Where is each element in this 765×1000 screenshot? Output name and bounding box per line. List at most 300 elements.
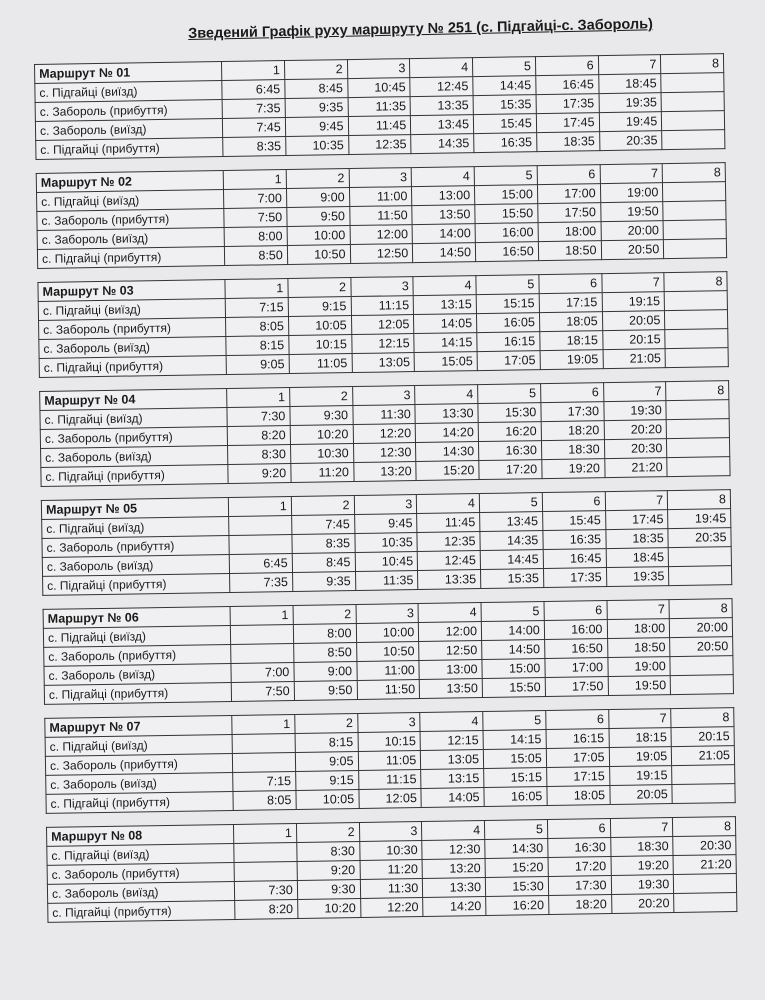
time-cell: 19:30 bbox=[611, 875, 674, 895]
time-cell: 14:30 bbox=[416, 442, 479, 462]
time-cell: 7:00 bbox=[223, 189, 286, 209]
time-cell: 12:45 bbox=[410, 77, 473, 97]
time-cell: 17:00 bbox=[537, 184, 600, 204]
time-cell: 14:35 bbox=[411, 134, 474, 154]
time-cell: 17:00 bbox=[545, 658, 608, 678]
time-cell: 20:30 bbox=[604, 439, 667, 459]
time-cell: 15:00 bbox=[482, 659, 545, 679]
time-cell bbox=[234, 842, 297, 862]
trip-number: 8 bbox=[673, 817, 736, 837]
time-cell: 17:45 bbox=[605, 510, 668, 530]
time-cell: 14:50 bbox=[413, 243, 476, 263]
stop-label: с. Забороль (прибуття) bbox=[42, 535, 229, 557]
trip-number: 2 bbox=[293, 605, 356, 625]
time-cell: 19:30 bbox=[603, 401, 666, 421]
stop-label: с. Підгайці (виїзд) bbox=[45, 734, 232, 756]
trip-number: 5 bbox=[481, 602, 544, 622]
time-cell: 19:00 bbox=[600, 183, 663, 203]
route-name: Маршрут № 01 bbox=[35, 62, 222, 84]
time-cell bbox=[232, 752, 295, 772]
time-cell: 10:15 bbox=[358, 732, 421, 752]
time-cell: 10:45 bbox=[355, 552, 418, 572]
route-name: Маршрут № 06 bbox=[43, 606, 230, 628]
trip-number: 4 bbox=[420, 712, 483, 732]
time-cell: 19:15 bbox=[609, 766, 672, 786]
time-cell: 7:50 bbox=[224, 208, 287, 228]
trip-number: 8 bbox=[664, 272, 727, 292]
time-cell: 13:00 bbox=[412, 186, 475, 206]
time-cell: 12:00 bbox=[419, 622, 482, 642]
stop-label: с. Забороль (прибуття) bbox=[37, 209, 224, 231]
time-cell: 15:00 bbox=[474, 185, 537, 205]
trip-number: 8 bbox=[669, 599, 732, 619]
trip-number: 7 bbox=[605, 491, 668, 511]
trip-number: 6 bbox=[540, 383, 603, 403]
time-cell: 15:30 bbox=[478, 403, 541, 423]
time-cell: 6:45 bbox=[222, 80, 285, 100]
time-cell: 18:20 bbox=[548, 895, 611, 915]
time-cell: 20:30 bbox=[673, 836, 736, 856]
time-cell: 18:30 bbox=[610, 837, 673, 857]
stop-label: с. Забороль (виїзд) bbox=[44, 663, 231, 685]
stop-label: с. Підгайці (прибуття) bbox=[37, 247, 224, 269]
time-cell: 7:45 bbox=[291, 515, 354, 535]
time-cell: 16:15 bbox=[546, 729, 609, 749]
time-cell: 8:15 bbox=[295, 733, 358, 753]
time-cell: 15:35 bbox=[473, 95, 536, 115]
time-cell: 19:45 bbox=[668, 509, 731, 529]
time-cell: 14:05 bbox=[421, 788, 484, 808]
time-cell: 13:00 bbox=[419, 660, 482, 680]
trip-number: 3 bbox=[359, 822, 422, 842]
time-cell: 20:15 bbox=[671, 727, 734, 747]
trip-number: 1 bbox=[225, 279, 288, 299]
time-cell: 11:45 bbox=[417, 513, 480, 533]
time-cell: 9:15 bbox=[288, 297, 351, 317]
time-cell: 18:20 bbox=[541, 421, 604, 441]
time-cell bbox=[665, 310, 728, 330]
stop-label: с. Забороль (виїзд) bbox=[41, 446, 228, 468]
time-cell: 12:00 bbox=[350, 225, 413, 245]
time-cell: 15:45 bbox=[542, 511, 605, 531]
time-cell: 11:50 bbox=[357, 680, 420, 700]
time-cell: 9:50 bbox=[294, 681, 357, 701]
time-cell: 19:05 bbox=[609, 747, 672, 767]
time-cell: 21:20 bbox=[673, 855, 736, 875]
time-cell: 9:15 bbox=[295, 770, 358, 790]
time-cell: 12:30 bbox=[422, 840, 485, 860]
stop-label: с. Забороль (виїзд) bbox=[46, 772, 233, 794]
trip-number: 6 bbox=[537, 165, 600, 185]
stop-label: с. Підгайці (виїзд) bbox=[42, 516, 229, 538]
time-cell: 8:30 bbox=[228, 445, 291, 465]
time-cell: 8:15 bbox=[226, 336, 289, 356]
time-cell bbox=[670, 656, 733, 676]
time-cell: 16:20 bbox=[486, 896, 549, 916]
time-cell bbox=[667, 457, 730, 477]
time-cell: 7:50 bbox=[231, 681, 294, 701]
time-cell: 18:35 bbox=[536, 132, 599, 152]
trip-number: 7 bbox=[598, 55, 661, 75]
time-cell: 8:00 bbox=[293, 624, 356, 644]
time-cell: 21:05 bbox=[603, 349, 666, 369]
time-cell bbox=[231, 643, 294, 663]
time-cell: 18:45 bbox=[606, 548, 669, 568]
time-cell: 9:30 bbox=[297, 879, 360, 899]
time-cell: 19:50 bbox=[600, 202, 663, 222]
time-cell: 12:30 bbox=[353, 443, 416, 463]
stop-label: с. Підгайці (виїзд) bbox=[37, 190, 224, 212]
time-cell: 15:45 bbox=[473, 114, 536, 134]
time-cell: 11:35 bbox=[355, 571, 418, 591]
time-cell bbox=[666, 400, 729, 420]
time-cell: 9:05 bbox=[295, 751, 358, 771]
time-cell: 17:05 bbox=[477, 351, 540, 371]
trip-number: 2 bbox=[284, 60, 347, 80]
stop-label: с. Підгайці (виїзд) bbox=[47, 843, 234, 865]
time-cell: 13:50 bbox=[419, 679, 482, 699]
time-cell: 15:35 bbox=[480, 569, 543, 589]
stop-label: с. Забороль (виїзд) bbox=[47, 881, 234, 903]
trip-number: 2 bbox=[291, 496, 354, 516]
time-cell: 19:20 bbox=[542, 459, 605, 479]
route-name: Маршрут № 04 bbox=[40, 389, 227, 411]
time-cell: 9:05 bbox=[226, 355, 289, 375]
time-cell: 13:05 bbox=[352, 353, 415, 373]
time-cell: 14:35 bbox=[480, 531, 543, 551]
time-cell: 12:35 bbox=[348, 135, 411, 155]
time-cell bbox=[662, 130, 725, 150]
time-cell: 13:20 bbox=[353, 462, 416, 482]
time-cell: 6:45 bbox=[229, 554, 292, 574]
trip-number: 5 bbox=[478, 384, 541, 404]
stop-label: с. Підгайці (виїзд) bbox=[35, 81, 222, 103]
time-cell: 20:35 bbox=[668, 528, 731, 548]
stop-label: с. Підгайці (прибуття) bbox=[46, 791, 233, 813]
trip-number: 7 bbox=[601, 273, 664, 293]
time-cell: 18:00 bbox=[607, 619, 670, 639]
trip-number: 6 bbox=[539, 274, 602, 294]
time-cell: 10:35 bbox=[354, 533, 417, 553]
time-cell: 14:50 bbox=[482, 640, 545, 660]
time-cell: 14:15 bbox=[483, 730, 546, 750]
time-cell: 10:30 bbox=[359, 841, 422, 861]
time-cell: 17:45 bbox=[536, 113, 599, 133]
time-cell: 7:30 bbox=[234, 880, 297, 900]
time-cell: 15:50 bbox=[482, 678, 545, 698]
trip-number: 4 bbox=[418, 603, 481, 623]
time-cell: 15:15 bbox=[476, 294, 539, 314]
time-cell: 8:05 bbox=[233, 790, 296, 810]
time-cell: 16:05 bbox=[484, 787, 547, 807]
time-cell: 17:20 bbox=[548, 857, 611, 877]
time-cell: 13:15 bbox=[421, 769, 484, 789]
time-cell: 20:35 bbox=[599, 131, 662, 151]
time-cell: 19:35 bbox=[599, 93, 662, 113]
trip-number: 2 bbox=[294, 714, 357, 734]
time-cell: 13:50 bbox=[412, 205, 475, 225]
time-cell: 11:20 bbox=[291, 463, 354, 483]
time-cell: 8:30 bbox=[297, 841, 360, 861]
time-cell: 20:20 bbox=[611, 894, 674, 914]
time-cell bbox=[234, 861, 297, 881]
time-cell: 16:15 bbox=[477, 332, 540, 352]
trip-number: 1 bbox=[230, 606, 293, 626]
time-cell: 14:45 bbox=[480, 550, 543, 570]
trip-number: 7 bbox=[608, 709, 671, 729]
time-cell: 13:30 bbox=[415, 404, 478, 424]
time-cell bbox=[672, 784, 735, 804]
time-cell: 9:00 bbox=[294, 662, 357, 682]
time-cell: 8:45 bbox=[285, 79, 348, 99]
trip-number: 8 bbox=[662, 163, 725, 183]
time-cell: 14:45 bbox=[473, 76, 536, 96]
time-cell: 17:05 bbox=[546, 748, 609, 768]
route-name: Маршрут № 02 bbox=[36, 171, 223, 193]
trip-number: 7 bbox=[600, 164, 663, 184]
time-cell: 20:00 bbox=[670, 618, 733, 638]
trip-number: 5 bbox=[476, 275, 539, 295]
trip-number: 3 bbox=[354, 495, 417, 515]
time-cell: 17:30 bbox=[548, 876, 611, 896]
time-cell: 16:50 bbox=[475, 242, 538, 262]
time-cell: 13:15 bbox=[413, 295, 476, 315]
route-name: Маршрут № 05 bbox=[41, 498, 228, 520]
trip-number: 8 bbox=[661, 54, 724, 74]
time-cell: 9:50 bbox=[287, 207, 350, 227]
trip-number: 2 bbox=[289, 387, 352, 407]
route-table bbox=[37, 271, 728, 378]
route-name: Маршрут № 07 bbox=[45, 715, 232, 737]
time-cell bbox=[666, 419, 729, 439]
time-cell: 7:35 bbox=[222, 99, 285, 119]
trip-number: 5 bbox=[483, 711, 546, 731]
time-cell: 9:00 bbox=[286, 188, 349, 208]
time-cell: 10:30 bbox=[290, 444, 353, 464]
time-cell: 18:45 bbox=[598, 74, 661, 94]
trip-number: 1 bbox=[221, 61, 284, 81]
time-cell: 11:05 bbox=[289, 354, 352, 374]
time-cell bbox=[667, 438, 730, 458]
trip-number: 6 bbox=[542, 492, 605, 512]
time-cell: 10:00 bbox=[287, 226, 350, 246]
time-cell: 17:20 bbox=[479, 460, 542, 480]
time-cell: 11:50 bbox=[349, 206, 412, 226]
time-cell: 14:00 bbox=[481, 621, 544, 641]
route-table bbox=[46, 816, 737, 923]
time-cell: 15:50 bbox=[475, 204, 538, 224]
time-cell: 9:45 bbox=[285, 117, 348, 137]
stop-label: с. Забороль (прибуття) bbox=[47, 862, 234, 884]
time-cell: 7:15 bbox=[233, 771, 296, 791]
trip-number: 5 bbox=[474, 166, 537, 186]
stop-label: с. Підгайці (виїзд) bbox=[43, 625, 230, 647]
time-cell: 16:00 bbox=[475, 223, 538, 243]
trip-number: 6 bbox=[544, 601, 607, 621]
time-cell: 12:50 bbox=[350, 244, 413, 264]
time-cell: 12:15 bbox=[420, 731, 483, 751]
time-cell bbox=[664, 239, 727, 259]
time-cell: 16:35 bbox=[543, 530, 606, 550]
trip-number: 7 bbox=[603, 382, 666, 402]
stop-label: с. Підгайці (прибуття) bbox=[39, 356, 226, 378]
stop-label: с. Забороль (виїзд) bbox=[39, 337, 226, 359]
trip-number: 8 bbox=[671, 708, 734, 728]
time-cell: 10:50 bbox=[287, 245, 350, 265]
time-cell: 7:45 bbox=[222, 118, 285, 138]
trip-number: 4 bbox=[417, 494, 480, 514]
trip-number: 4 bbox=[422, 821, 485, 841]
time-cell: 14:20 bbox=[423, 897, 486, 917]
time-cell: 9:35 bbox=[292, 572, 355, 592]
stop-label: с. Забороль (виїзд) bbox=[42, 554, 229, 576]
time-cell: 11:20 bbox=[360, 859, 423, 879]
time-cell: 18:30 bbox=[541, 440, 604, 460]
trip-number: 5 bbox=[484, 820, 547, 840]
trip-number: 7 bbox=[606, 600, 669, 620]
time-cell: 16:05 bbox=[476, 313, 539, 333]
time-cell: 15:05 bbox=[414, 352, 477, 372]
route-name: Маршрут № 08 bbox=[46, 824, 233, 846]
time-cell: 10:20 bbox=[290, 425, 353, 445]
stop-label: с. Забороль (прибуття) bbox=[44, 644, 231, 666]
time-cell bbox=[661, 73, 724, 93]
trip-number: 5 bbox=[472, 57, 535, 77]
time-cell: 20:00 bbox=[601, 221, 664, 241]
time-cell: 18:05 bbox=[547, 786, 610, 806]
stop-label: с. Забороль (прибуття) bbox=[39, 318, 226, 340]
time-cell bbox=[674, 874, 737, 894]
time-cell: 18:50 bbox=[607, 638, 670, 658]
time-cell: 7:35 bbox=[230, 573, 293, 593]
time-cell bbox=[664, 291, 727, 311]
time-cell: 8:45 bbox=[292, 553, 355, 573]
time-cell: 15:15 bbox=[484, 768, 547, 788]
time-cell: 11:15 bbox=[351, 296, 414, 316]
time-cell bbox=[665, 329, 728, 349]
time-cell: 18:15 bbox=[540, 331, 603, 351]
trip-number: 2 bbox=[296, 822, 359, 842]
stop-label: с. Забороль (виїзд) bbox=[35, 119, 222, 141]
time-cell: 17:15 bbox=[546, 767, 609, 787]
time-cell: 10:15 bbox=[289, 335, 352, 355]
trip-number: 8 bbox=[666, 381, 729, 401]
time-cell: 19:20 bbox=[611, 856, 674, 876]
time-cell: 18:00 bbox=[538, 222, 601, 242]
time-cell: 14:05 bbox=[414, 314, 477, 334]
time-cell bbox=[668, 547, 731, 567]
time-cell bbox=[230, 624, 293, 644]
time-cell: 7:30 bbox=[227, 407, 290, 427]
time-cell: 16:45 bbox=[535, 75, 598, 95]
time-cell: 18:35 bbox=[605, 529, 668, 549]
time-cell: 8:20 bbox=[227, 426, 290, 446]
time-cell: 13:05 bbox=[421, 750, 484, 770]
time-cell: 13:45 bbox=[411, 115, 474, 135]
time-cell: 20:05 bbox=[602, 311, 665, 331]
time-cell: 17:50 bbox=[545, 677, 608, 697]
route-table bbox=[41, 489, 732, 596]
trip-number: 1 bbox=[232, 714, 295, 734]
time-cell: 8:35 bbox=[223, 137, 286, 157]
trip-number: 1 bbox=[228, 497, 291, 517]
time-cell: 18:05 bbox=[539, 312, 602, 332]
time-cell: 8:20 bbox=[235, 899, 298, 919]
time-cell: 16:50 bbox=[544, 639, 607, 659]
time-cell: 12:15 bbox=[351, 334, 414, 354]
trip-number: 6 bbox=[545, 710, 608, 730]
time-cell bbox=[663, 220, 726, 240]
time-cell: 16:45 bbox=[543, 549, 606, 569]
route-table bbox=[36, 162, 727, 269]
stop-label: с. Підгайці (прибуття) bbox=[48, 900, 235, 922]
time-cell: 10:05 bbox=[288, 316, 351, 336]
trip-number: 4 bbox=[415, 385, 478, 405]
time-cell: 19:05 bbox=[540, 350, 603, 370]
time-cell: 11:30 bbox=[352, 405, 415, 425]
time-cell: 8:50 bbox=[224, 246, 287, 266]
trip-number: 6 bbox=[547, 819, 610, 839]
stop-label: с. Підгайці (прибуття) bbox=[43, 573, 230, 595]
route-name: Маршрут № 03 bbox=[38, 280, 225, 302]
stop-label: с. Підгайці (прибуття) bbox=[44, 682, 231, 704]
time-cell bbox=[661, 92, 724, 112]
trip-number: 3 bbox=[356, 604, 419, 624]
trip-number: 6 bbox=[535, 56, 598, 76]
time-cell: 20:50 bbox=[670, 637, 733, 657]
time-cell: 8:05 bbox=[226, 317, 289, 337]
time-cell: 7:00 bbox=[231, 662, 294, 682]
trip-number: 2 bbox=[288, 278, 351, 298]
trip-number: 3 bbox=[352, 386, 415, 406]
time-cell: 19:45 bbox=[599, 112, 662, 132]
time-cell: 17:30 bbox=[541, 402, 604, 422]
time-cell: 20:50 bbox=[601, 240, 664, 260]
trip-number: 1 bbox=[233, 823, 296, 843]
time-cell: 19:50 bbox=[608, 676, 671, 696]
stop-label: с. Забороль (виїзд) bbox=[37, 228, 224, 250]
time-cell: 9:35 bbox=[285, 98, 348, 118]
time-cell: 8:35 bbox=[292, 534, 355, 554]
route-table bbox=[43, 598, 734, 705]
time-cell: 11:45 bbox=[348, 116, 411, 136]
trip-number: 3 bbox=[357, 713, 420, 733]
time-cell: 9:30 bbox=[290, 406, 353, 426]
time-cell bbox=[672, 765, 735, 785]
page-title: Зведений Графік руху маршруту № 251 (с. Підгайці-с. Забороль) bbox=[188, 16, 654, 42]
time-cell: 13:20 bbox=[422, 859, 485, 879]
time-cell: 14:20 bbox=[415, 423, 478, 443]
time-cell: 16:20 bbox=[478, 422, 541, 442]
time-cell: 21:05 bbox=[672, 746, 735, 766]
time-cell: 8:50 bbox=[293, 643, 356, 663]
time-cell: 17:15 bbox=[539, 293, 602, 313]
stop-label: с. Забороль (прибуття) bbox=[45, 753, 232, 775]
time-cell: 10:50 bbox=[356, 642, 419, 662]
trip-number: 4 bbox=[411, 167, 474, 187]
time-cell: 11:00 bbox=[356, 661, 419, 681]
time-cell: 19:00 bbox=[607, 657, 670, 677]
time-cell: 7:15 bbox=[225, 298, 288, 318]
route-table bbox=[44, 707, 735, 814]
time-cell: 19:35 bbox=[606, 567, 669, 587]
stop-label: с. Підгайці (прибуття) bbox=[41, 465, 228, 487]
time-cell: 10:35 bbox=[285, 136, 348, 156]
time-cell: 12:35 bbox=[417, 532, 480, 552]
time-cell: 14:30 bbox=[485, 839, 548, 859]
time-cell: 12:05 bbox=[351, 315, 414, 335]
trip-number: 8 bbox=[668, 490, 731, 510]
